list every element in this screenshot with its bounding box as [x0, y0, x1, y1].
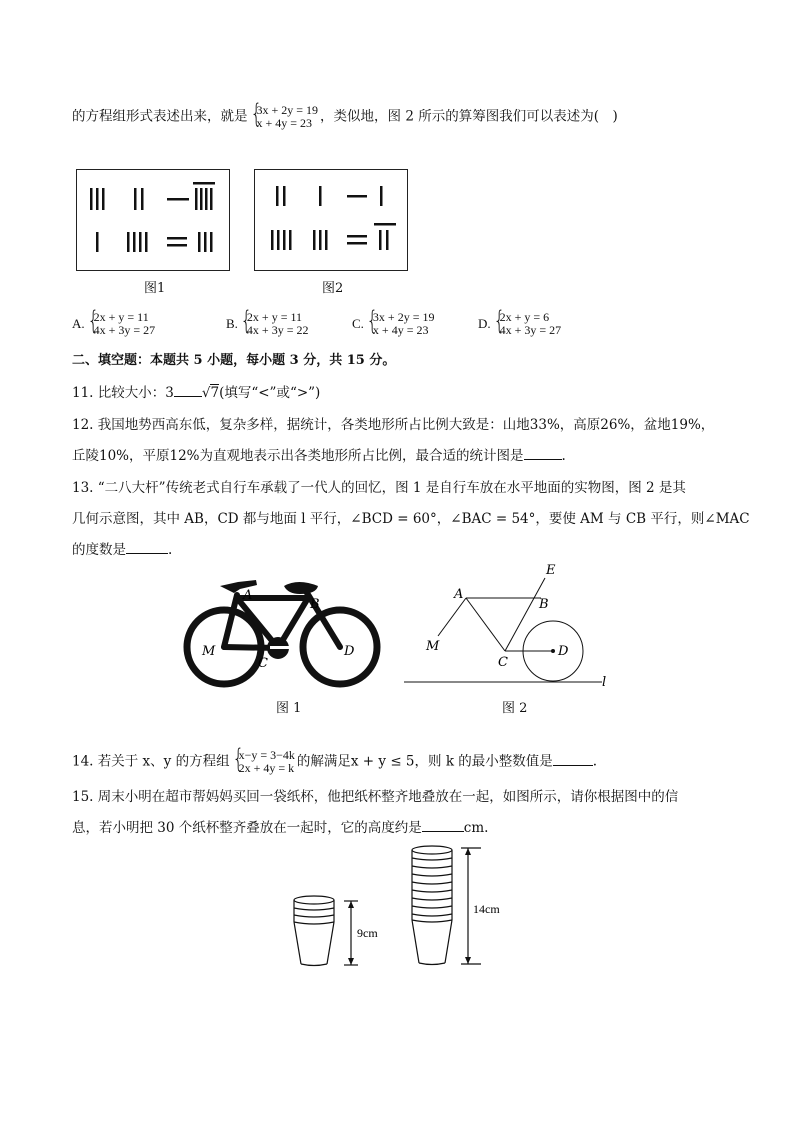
q14-prefix: 14. 若关于 x、y 的方程组: [72, 753, 230, 770]
geo-label-b: B: [539, 597, 549, 612]
segment-ac: [466, 598, 505, 651]
q13-line3-wrap: [72, 541, 172, 559]
counting-rod-diagram-1: [77, 170, 229, 270]
option-c-eq1: { 3x + 2y = 19: [372, 310, 435, 324]
geo-label-d: D: [558, 644, 569, 659]
geo-label-e: E: [546, 563, 556, 578]
q15-line2-wrap: [72, 819, 488, 837]
option-b-label: B.: [226, 316, 238, 331]
option-a-label: A.: [72, 316, 85, 331]
q14-middle: 的解满足x + y ≤ 5，则 k 的最小整数值是: [296, 753, 553, 770]
rod-figure-2-caption: 图2: [322, 281, 344, 296]
bike-label-c: C: [258, 656, 268, 671]
section-2-title: 二、填空题：本题共 5 小题，每小题 3 分，共 15 分。: [72, 353, 396, 368]
option-a-eq1: { 2x + y = 11: [93, 310, 149, 324]
q11-answer-blank[interactable]: [174, 384, 202, 397]
bicycle-figure: [180, 568, 390, 688]
q15-unit: cm.: [463, 820, 489, 836]
bicycle-pedal: [270, 646, 290, 649]
option-b[interactable]: [226, 311, 310, 337]
option-c-system: [366, 311, 435, 337]
option-d-eq1: { 2x + y = 6: [499, 310, 550, 324]
sqrt-symbol: √: [201, 385, 211, 401]
counting-rod-figure-2: [254, 169, 408, 271]
bike-label-m: M: [202, 644, 216, 659]
option-c-label: C.: [352, 316, 364, 331]
q13-answer-blank[interactable]: [126, 541, 168, 554]
q13-line2: 几何示意图，其中 AB，CD 都与地面 l 平行，∠BCD = 60°，∠BAC = 54°，要使 AM 与 CB 平行，则∠MAC: [72, 511, 750, 527]
intro-eq2: x + 4y = 23: [256, 116, 313, 130]
intro-line: [72, 104, 618, 130]
geo-label-a: A: [454, 587, 464, 602]
counting-rod-diagram-2: [255, 170, 407, 270]
intro-suffix: ，类似地，图 2 所示的算筹图我们可以表述为( ): [320, 108, 618, 125]
geo-label-c: C: [498, 655, 508, 670]
segment-am: [438, 598, 466, 636]
option-b-eq2: 4x + 3y = 22: [246, 323, 309, 337]
geometry-figure: [398, 560, 618, 690]
option-c-eq2: x + 4y = 23: [372, 323, 429, 337]
option-a-system: [87, 311, 156, 337]
q14-eq2: 2x + 4y = k: [238, 761, 295, 775]
question-11: [72, 384, 320, 402]
option-d-system: [493, 311, 562, 337]
q15-line1: 15. 周末小明在超市帮妈妈买回一袋纸杯，他把纸杯整齐地叠放在一起，如图所示，请你根据图中的信: [72, 789, 679, 805]
q14-eq1: { x−y = 3−4k: [238, 748, 295, 762]
option-c[interactable]: [352, 311, 436, 337]
q14-answer-blank[interactable]: [553, 753, 593, 766]
bike-label-d: D: [344, 644, 355, 659]
bike-figure-1-caption: 图 1: [276, 701, 302, 716]
label-9cm: 9cm: [357, 926, 378, 940]
q14-system: [232, 749, 295, 775]
q12-answer-blank[interactable]: [524, 447, 562, 460]
rod-figure-1-caption: 图1: [144, 281, 166, 296]
q12-line2-wrap: [72, 447, 566, 465]
option-a[interactable]: [72, 311, 157, 337]
option-b-eq1: { 2x + y = 11: [246, 310, 303, 324]
q11-prefix: 11. 比较大小：3: [72, 385, 174, 401]
geo-figure-2-caption: 图 2: [502, 701, 528, 716]
q15-answer-blank[interactable]: [422, 819, 464, 832]
point-d: [551, 649, 555, 653]
option-b-system: [240, 311, 309, 337]
geo-label-m: M: [426, 639, 440, 654]
option-d-eq2: 4x + 3y = 27: [499, 323, 562, 337]
intro-equation-system: [250, 104, 319, 130]
large-cup-stack: [405, 842, 515, 970]
intro-prefix: 的方程组形式表述出来，就是: [72, 108, 248, 125]
label-14cm: 14cm: [473, 902, 500, 916]
small-cup-stack: [286, 892, 396, 972]
counting-rod-figure-1: [76, 169, 230, 271]
bike-label-a: A: [243, 588, 253, 603]
q11-radicand: 7: [210, 385, 220, 401]
q15-line2: 息，若小明把 30 个纸杯整齐叠放在一起时，它的高度约是: [72, 820, 422, 836]
geo-label-l: l: [602, 675, 607, 690]
question-14: [72, 749, 597, 775]
q12-line2: 丘陵10%，平原12%为直观地表示出各类地形所占比例，最合适的统计图是: [72, 448, 524, 464]
option-d-label: D.: [478, 316, 491, 331]
option-a-eq2: 4x + 3y = 27: [93, 323, 156, 337]
q13-line3: 的度数是: [72, 542, 126, 558]
bicycle-saddle: [284, 582, 318, 594]
q13-line1: 13. “二八大杆”传统老式自行车承载了一代人的回忆，图 1 是自行车放在水平地面的实物图，图 2 是其: [72, 480, 686, 496]
q12-line1: 12. 我国地势西高东低，复杂多样，据统计，各类地形所占比例大致是：山地33%，高原26%，盆地19%，: [72, 417, 715, 433]
q12-end: .: [561, 448, 566, 464]
q13-end: .: [168, 542, 173, 558]
bike-label-b: B: [310, 597, 320, 612]
intro-eq1: { 3x + 2y = 19: [256, 103, 319, 117]
option-d[interactable]: [478, 311, 563, 337]
q14-end: .: [592, 753, 598, 770]
q11-suffix: (填写“<”或“>”): [219, 385, 321, 401]
